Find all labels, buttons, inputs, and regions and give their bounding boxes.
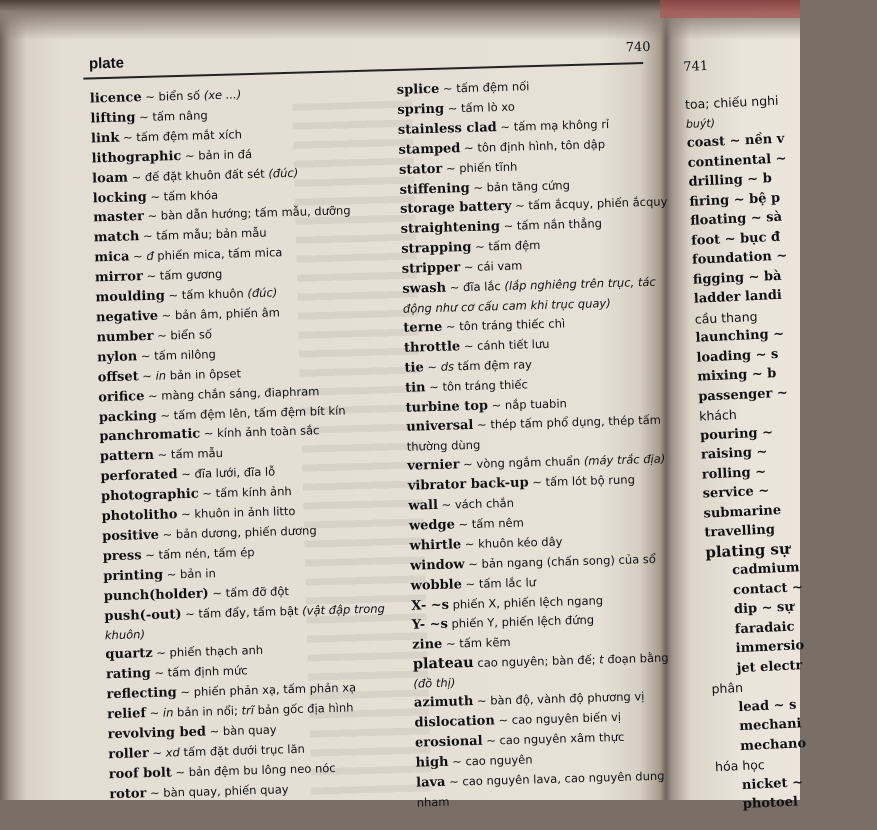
gloss: ~ xyxy=(129,249,147,264)
headword: punch(holder) xyxy=(103,586,209,604)
right-page-line: jet electr xyxy=(736,657,803,676)
dictionary-entry xyxy=(416,766,682,812)
headword: tie xyxy=(404,359,424,376)
gloss: ~ bàn độ, vành độ phương vị xyxy=(473,689,645,709)
right-page-line: floating ~ sà xyxy=(689,209,783,229)
headword: lava xyxy=(415,774,446,791)
headword: photolitho xyxy=(101,507,178,525)
gloss: tấm đặt dưới trục lăn xyxy=(179,741,306,760)
headword: photographic xyxy=(100,486,199,505)
right-page-line: passenger ~ xyxy=(697,385,789,405)
right-page-line: coast ~ nền v xyxy=(686,131,785,151)
headword: nylon xyxy=(96,349,138,366)
gloss: ~ vách chắn xyxy=(437,495,515,512)
gloss: ~ khuôn in ảnh litto xyxy=(177,503,296,522)
headword: Y- ~s xyxy=(411,617,449,634)
headword: lithographic xyxy=(91,148,182,167)
headword: dislocation xyxy=(414,713,496,731)
gloss: (máy trắc địa) xyxy=(583,451,666,469)
right-page-line: nicket ~ xyxy=(741,774,804,793)
headword: moulding xyxy=(95,288,166,306)
headword: wobble xyxy=(410,576,463,594)
gloss: ~ kính ảnh toàn sắc xyxy=(200,423,320,441)
gloss: ~ màng chắn sáng, điaphram xyxy=(144,383,320,403)
right-page-line: toa; chiếu nghi xyxy=(684,92,779,112)
headword: erosional xyxy=(414,733,483,751)
right-page-line: service ~ xyxy=(702,483,770,502)
guide-word: plate xyxy=(88,54,125,73)
gloss: ~ tấm nén, tấm ép xyxy=(141,544,255,563)
headword: packing xyxy=(98,408,157,425)
gloss: ~ cái vam xyxy=(460,258,523,275)
right-page-line: phân xyxy=(711,679,744,697)
gloss: ~ tấm định mức xyxy=(150,663,248,681)
gloss: (lắp nghiêng trên trục, tác động như cơ cấu cam khi trục quay) xyxy=(402,274,656,316)
gloss: ~ cao nguyên xâm thực xyxy=(482,729,625,748)
gloss: ~ đế đặt khuôn đất sét xyxy=(127,166,269,185)
right-page-line: hóa học xyxy=(714,757,766,775)
gloss: ~ cao nguyên lava, cao nguyên dung nham xyxy=(416,768,665,810)
gloss: t xyxy=(599,652,604,667)
right-page-line: continental ~ xyxy=(687,150,787,171)
gloss: (đúc) xyxy=(247,285,278,301)
right-page-line: photoel xyxy=(742,794,799,813)
gloss: ~ xyxy=(145,705,164,721)
headword: relief xyxy=(106,706,147,723)
right-page-line: foundation ~ xyxy=(691,248,788,268)
right-page-line: immersio xyxy=(735,638,805,657)
gloss: ~ bản âm, phiến âm xyxy=(157,305,281,323)
headword: stamped xyxy=(398,140,461,158)
right-page-line: mechano xyxy=(739,735,807,754)
headword: number xyxy=(96,328,154,346)
page-number-left: 740 xyxy=(625,39,651,56)
headword: plateau xyxy=(412,654,474,673)
gloss: ~ tấm đỡ đột xyxy=(208,583,290,600)
right-page-line: rolling ~ xyxy=(701,464,767,483)
gloss: ~ bản đệm bu lông neo nóc xyxy=(171,760,336,780)
gloss: ~ tấm đệm lên, tấm đệm bít kín xyxy=(156,402,346,423)
gloss: (đúc) xyxy=(268,165,299,181)
right-page-line: travelling xyxy=(704,522,776,541)
gloss: ~ biển số xyxy=(153,327,213,343)
gloss: ~ tấm lò xo xyxy=(443,99,516,116)
gloss: ~ thép tấm phổ dụng, thép tấm thường dùng xyxy=(406,413,662,455)
gloss: ~ cánh tiết lưu xyxy=(459,336,550,354)
gloss: ~ cao nguyên biến vị xyxy=(494,709,622,728)
gloss: ~ biển số xyxy=(141,88,204,105)
headword: licence xyxy=(89,90,142,107)
gloss: bản gốc địa hình xyxy=(253,700,354,718)
gloss: cao nguyên; bàn đế; xyxy=(473,652,600,671)
headword: rotor xyxy=(109,785,147,802)
gloss: đoạn bằng xyxy=(603,650,669,667)
gloss: ~ phiến phản xạ, tấm phản xạ xyxy=(176,680,357,700)
headword: mica xyxy=(94,249,130,266)
gloss: đ xyxy=(146,249,154,264)
gloss: ~ tấm đệm xyxy=(471,238,541,255)
right-page-line: contact ~ xyxy=(732,579,804,598)
gloss: ~ phiến thạch anh xyxy=(152,643,264,661)
right-page-line: pouring ~ xyxy=(699,424,774,444)
right-page-lines xyxy=(685,88,877,816)
headword: azimuth xyxy=(413,694,474,711)
gloss: bản in ôpset xyxy=(165,366,242,383)
right-page-line: cadmium xyxy=(731,560,800,579)
gloss: ~ tấm kính ảnh xyxy=(198,484,292,501)
right-page-line: mixing ~ b xyxy=(697,366,777,385)
gloss: ~ bàn quay, phiến quay xyxy=(146,781,289,800)
headword: pattern xyxy=(99,448,155,465)
headword: stripper xyxy=(401,260,461,277)
right-page-line: ladder landi xyxy=(693,287,783,307)
gloss: in xyxy=(162,705,174,720)
gloss: ~ tấm mẫu xyxy=(153,446,224,463)
gloss: ~ tấm kẽm xyxy=(442,635,511,652)
headword: turbine top xyxy=(405,397,489,416)
gloss: ~ bản in xyxy=(162,565,216,582)
headword: push(-out) xyxy=(104,606,182,624)
headword: match xyxy=(93,229,140,246)
gloss: ~ tôn tráng thiếc xyxy=(425,376,529,394)
headword: roller xyxy=(108,745,149,763)
gloss: ~ bản tăng cứng xyxy=(469,177,571,195)
right-page-line: lead ~ s xyxy=(738,697,797,715)
left-page xyxy=(70,14,682,830)
gloss: ~ nắp tuabin xyxy=(487,395,568,412)
headword: spring xyxy=(397,101,445,118)
headword: strapping xyxy=(401,240,472,258)
headword: storage battery xyxy=(399,199,512,218)
page-number-right: 741 xyxy=(683,58,709,75)
headword: revolving bed xyxy=(107,724,207,743)
gloss: ~ đĩa lưới, đĩa lỗ xyxy=(177,464,276,482)
gloss: ~ khuôn kéo dây xyxy=(460,534,563,552)
headword: wedge xyxy=(408,517,456,534)
gloss: ~ bản in đá xyxy=(181,146,253,163)
gloss: ~ tôn định hình, tôn dập xyxy=(460,136,606,155)
gloss: ~ tấm mạ không rỉ xyxy=(496,116,610,134)
headword: panchromatic xyxy=(99,426,201,445)
headword: tin xyxy=(404,379,426,396)
headword: positive xyxy=(101,527,160,545)
gloss: ~ tấm nâng xyxy=(135,108,208,125)
right-page-line: dip ~ sự xyxy=(733,599,795,618)
headword: splice xyxy=(396,81,440,98)
gloss: ~ tấm đẩy, tấm bật xyxy=(181,603,303,621)
background-cover xyxy=(660,0,800,18)
headword: wall xyxy=(408,497,439,514)
right-page-line: mechani xyxy=(738,716,802,735)
gloss: ~ tấm đệm mắt xích xyxy=(119,127,243,145)
headword: stiffening xyxy=(399,180,470,198)
headword: zine xyxy=(412,637,443,654)
headword: swash xyxy=(402,280,447,297)
headword: terne xyxy=(403,319,443,336)
gloss: ~ tấm gương xyxy=(142,266,223,284)
gloss: (vật đập trong khuôn) xyxy=(104,601,386,643)
gloss: ~ phiến tĩnh xyxy=(442,159,518,176)
right-page-line: khách xyxy=(698,406,738,424)
gloss: ~ tôn tráng thiếc chì xyxy=(442,316,566,334)
headword: offset xyxy=(97,368,139,386)
headword: rating xyxy=(105,666,151,683)
headword: high xyxy=(415,754,449,771)
gloss: ~ bản dương, phiến dương xyxy=(158,523,317,542)
gloss: (xe ...) xyxy=(203,87,242,103)
right-page-line: drilling ~ b xyxy=(688,171,773,190)
gloss: in xyxy=(155,368,167,383)
headword: straightening xyxy=(400,219,501,238)
headword: orifice xyxy=(98,388,145,405)
headword: stator xyxy=(398,161,443,178)
gloss: ~ cao nguyên xyxy=(448,752,533,769)
column-left xyxy=(90,81,410,805)
headword: stainless clad xyxy=(397,119,497,138)
gloss: ~ tấm khuôn xyxy=(164,286,248,303)
gloss: ~ bản ngang (chấn song) của sổ xyxy=(464,551,657,571)
right-page-line: foot ~ bục đ xyxy=(690,229,781,249)
gloss: ~ vòng ngắm chuẩn xyxy=(459,454,585,472)
right-page-line: launching ~ xyxy=(695,326,785,346)
gloss: ~ tấm nêm xyxy=(454,515,524,532)
gloss: ~ xyxy=(138,368,156,383)
headword: mirror xyxy=(94,269,144,286)
gloss: ~ tấm khóa xyxy=(146,187,219,204)
gloss: ~ tấm đệm nối xyxy=(439,79,530,96)
gloss: ~ bàn dẫn hướng; tấm mẫu, dưỡng xyxy=(143,203,351,224)
gloss: phiến Y, phiến lệch đứng xyxy=(447,613,595,632)
headword: vernier xyxy=(407,457,460,474)
headword: quartz xyxy=(105,646,153,663)
right-page-line: faradaic xyxy=(734,619,795,637)
gloss: phiến X, phiến lệch ngang xyxy=(448,592,604,612)
headword: press xyxy=(102,548,142,565)
gloss: (đồ thị) xyxy=(413,675,456,691)
right-page-line: buýt) xyxy=(685,116,716,131)
column-right xyxy=(397,74,682,813)
headword: reflecting xyxy=(106,685,178,703)
headword: lifting xyxy=(90,110,136,127)
gloss: ~ tấm lót bộ rung xyxy=(528,472,636,490)
gloss: xd xyxy=(165,745,180,760)
right-page xyxy=(683,53,877,819)
right-page-line: raising ~ xyxy=(700,444,768,463)
headword: perforated xyxy=(100,467,178,485)
gloss: ds xyxy=(440,359,455,374)
headword: loam xyxy=(91,170,129,187)
right-page-line: submarine xyxy=(703,502,782,522)
headword: vibrator back-up xyxy=(407,475,529,494)
gloss: ~ tấm mẫu; bản mẫu xyxy=(139,225,267,244)
right-page-line: loading ~ s xyxy=(696,346,779,366)
gloss: ~ xyxy=(148,745,166,760)
right-page-line: firing ~ bệ p xyxy=(689,190,781,210)
headword: link xyxy=(90,130,120,147)
gloss: ~ đĩa lắc xyxy=(445,279,505,295)
gloss: ~ tấm ắcquy, phiến ắcquy xyxy=(511,194,668,214)
headword: X- ~s xyxy=(410,597,450,614)
headword: universal xyxy=(406,418,474,436)
headword: whirtle xyxy=(409,537,462,554)
gloss: ~ xyxy=(423,359,441,374)
gloss: ~ tấm lắc lư xyxy=(461,574,537,591)
gloss: bản in nổi; xyxy=(173,703,242,720)
right-page-line: figging ~ bà xyxy=(692,268,782,288)
right-page-line: cầu thang xyxy=(694,308,758,327)
right-page-line: plating sự xyxy=(704,539,791,561)
headword: negative xyxy=(95,308,159,326)
headword: printing xyxy=(103,567,164,585)
gloss: ~ tấm nắn thẳng xyxy=(499,216,603,234)
gloss: phiến mica, tấm mica xyxy=(153,245,283,263)
gloss: ~ tấm nilông xyxy=(137,346,217,364)
gloss: tấm đệm ray xyxy=(453,356,533,374)
headword: master xyxy=(93,209,145,226)
headword: roof bolt xyxy=(108,765,173,783)
gloss: ~ bàn quay xyxy=(205,722,277,739)
gloss: trĩ xyxy=(241,703,255,718)
headword: throttle xyxy=(403,339,461,356)
headword: window xyxy=(409,556,465,574)
headword: locking xyxy=(92,189,147,206)
